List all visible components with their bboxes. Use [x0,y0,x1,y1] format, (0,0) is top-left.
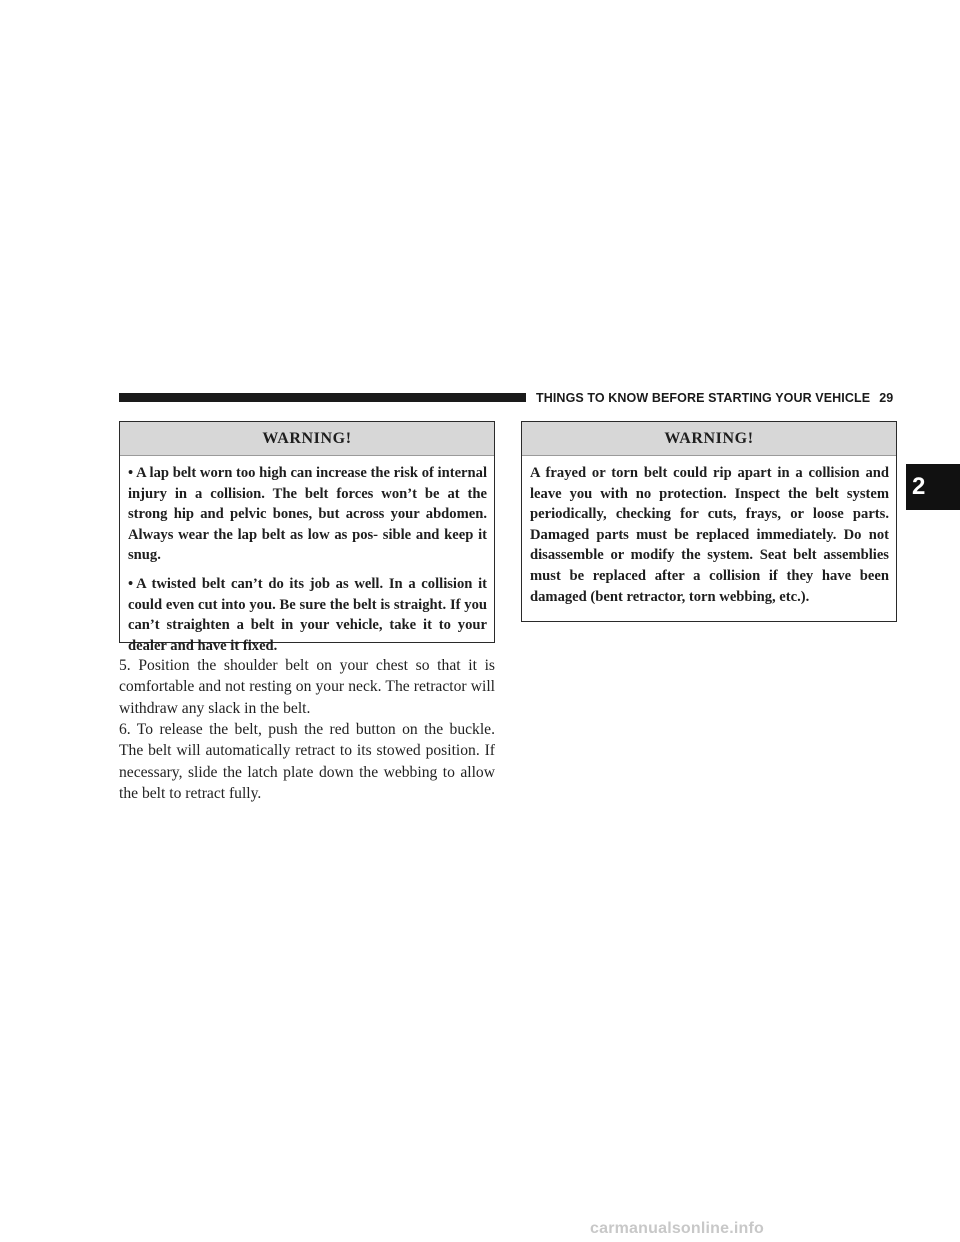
running-header [536,390,893,406]
bullet-icon: • [128,465,134,481]
warning-box-left [119,421,495,654]
warning-text: A frayed or torn belt could rip apart in a collision and leave you with no protection. Inspect the belt system periodically, checking for cuts, frays, or loose parts. Damaged parts must be replaced immediately. Do not disassemble or modify the system. Seat belt assemblies must be replaced after a collision if they have been damaged (bent retractor, torn webbing, etc.). [530,465,889,605]
warning-title: WARNING! [120,422,494,456]
chapter-tab: 2 [906,464,960,510]
page-number: 29 [879,391,894,405]
bullet-icon: • [128,575,134,592]
warning-body [120,456,494,656]
warning-bullet: • A twisted belt can’t do its job as well. In a collision it could even cut into you. Be sure the belt is straight. If you can’t straighten a belt in your vehicle, take it to your dealer and have it fixed. [128,575,487,654]
warning-title: WARNING! [522,422,896,456]
watermark: carmanualsonline.info [590,1220,765,1237]
step-5-paragraph: 5. Position the shoulder belt on your chest so that it is comfortable and not resting on your neck. The retractor will withdraw any slack in the belt. [119,657,495,717]
section-title: THINGS TO KNOW BEFORE STARTING YOUR VEHICLE [536,391,871,405]
warning-box-right [521,421,897,622]
header-rule [119,393,526,402]
warning-body [522,456,896,607]
step-6-paragraph: 6. To release the belt, push the red button on the buckle. The belt will automatically retract to its stowed position. If necessary, slide the latch plate down the webbing to allow the belt to retract fully. [119,721,495,802]
warning-bullet: • A lap belt worn too high can increase the risk of internal injury in a collision. The belt forces won’t be at the strong hip and pelvic bones, but across your abdomen. Always wear the lap belt as low as pos- sible and keep it snug. [128,465,487,564]
